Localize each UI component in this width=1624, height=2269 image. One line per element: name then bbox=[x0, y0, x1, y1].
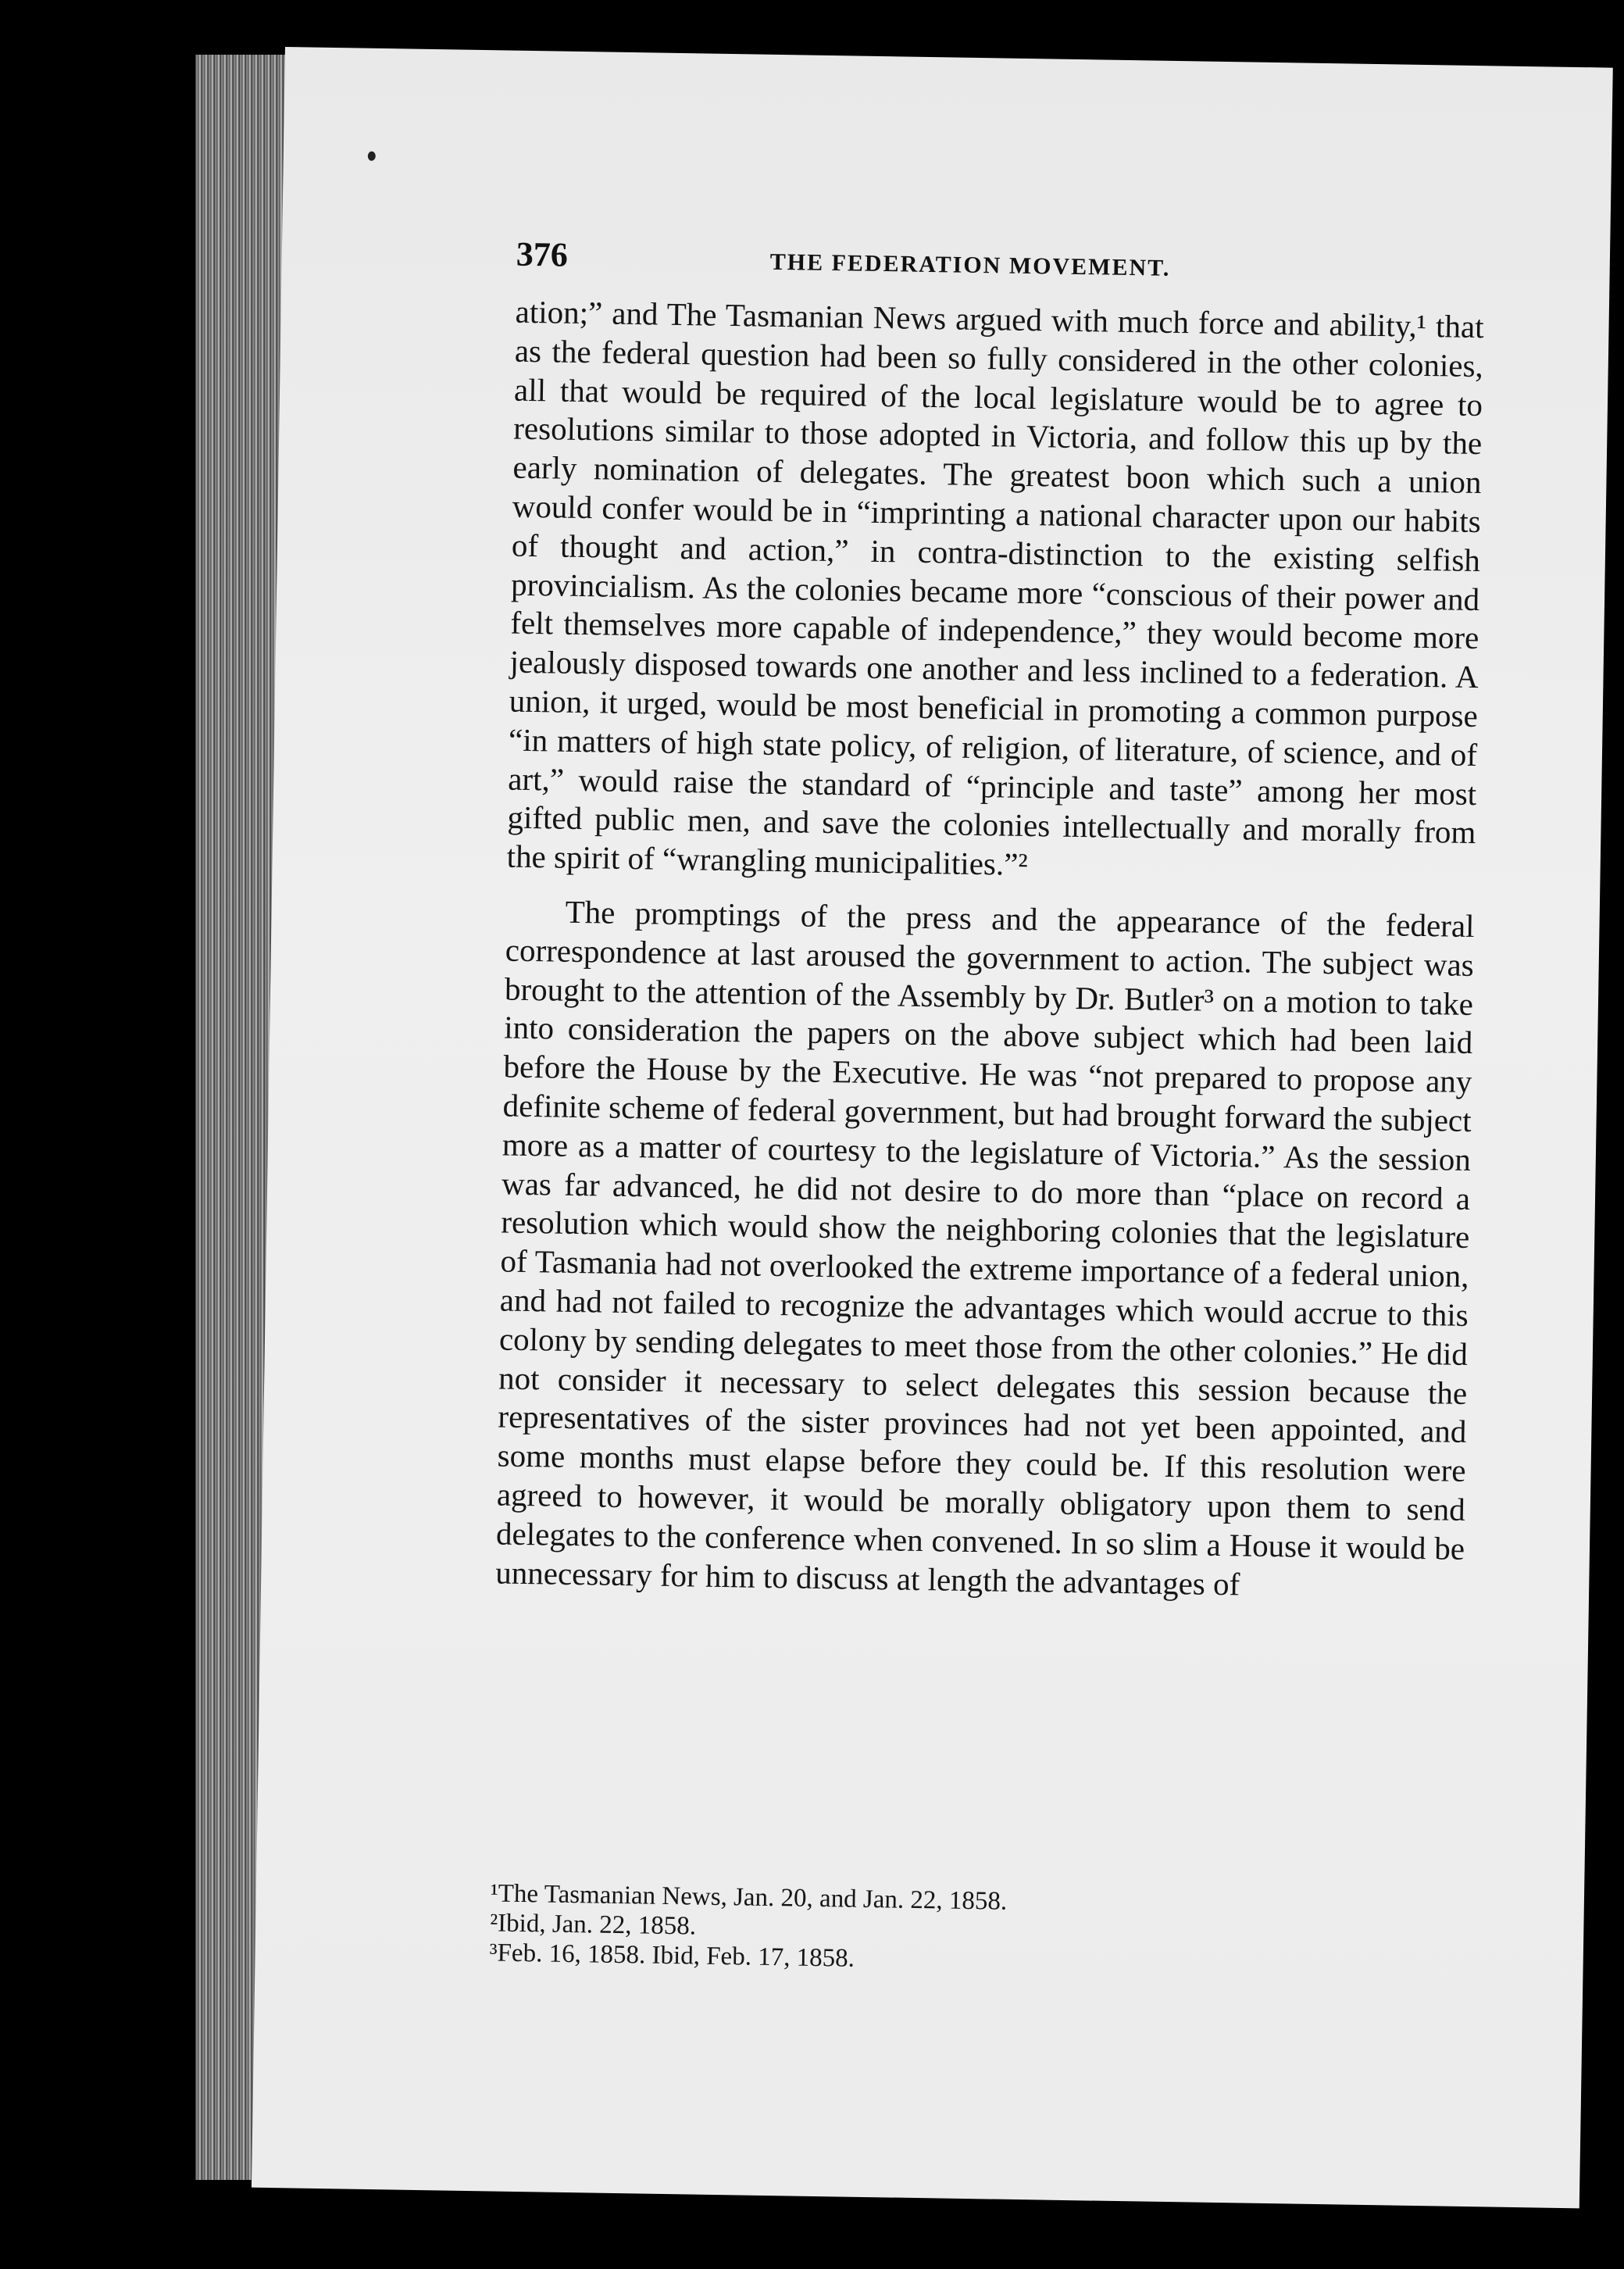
footnote-1: ¹The Tasmanian News, Jan. 20, and Jan. 22, 1858. bbox=[490, 1879, 1008, 1916]
ink-speck bbox=[368, 152, 376, 161]
footnotes bbox=[489, 1878, 1459, 1982]
footnote-3: ³Feb. 16, 1858. Ibid, Feb. 17, 1858. bbox=[489, 1938, 855, 1973]
paragraph-2: The promptings of the press and the appearance of the federal correspondence at last aroused the government to action. The subject was brought to the attention of the Assembly by Dr. Butler³ on a motion to take into consideration the papers on the above subject which had been laid before the House by the Executive. He was “not prepared to propose any definite scheme of federal government, but had brought forward the subject more as a matter of courtesy to the legislature of Victoria.” As the session was far advanced, he did not desire to do more than “place on record a resolution which would show the neighboring colonies that the legislature of Tasmania had not overlooked the extreme importance of a federal union, and had not failed to recognize the advantages which would accrue to this colony by sending delegates to meet those from the other colonies.” He did not consider it necessary to select delegates this session because the representatives of the sister provinces had not yet been appointed, and some months must elapse before they could be. If this resolution were agreed to however, it would be morally obligatory upon them to send delegates to the conference when convened. In so slim a House it would be unnecessary for him to discuss at length the advantages of bbox=[495, 893, 1475, 1602]
body-text bbox=[495, 293, 1484, 1608]
book-page bbox=[252, 47, 1613, 2208]
paragraph-1: ation;” and The Tasmanian News argued with much force and ability,¹ that as the federal question had been so fully considered in the other colonies, all that would be required of the local legislature would be to agree to resolutions similar to those adopted in Victoria, and follow this up by the early nomination of delegates. The greatest boon which such a union would confer would be in “imprinting a national character upon our habits of thought and action,” in contra-distinction to the existing selfish provincialism. As the colonies became more “conscious of their power and felt themselves more capable of independence,” they would become more jealously disposed towards one another and less inclined to a federation. A union, it urged, would be most beneficial in promoting a common purpose “in matters of high state policy, of religion, of literature, of science, and of art,” would raise the standard of “principle and taste” among her most gifted public men, and save the colonies intellectually and morally from the spirit of “wrangling municipalities.”² bbox=[506, 293, 1484, 883]
running-title: THE FEDERATION MOVEMENT. bbox=[769, 248, 1171, 281]
page-number: 376 bbox=[516, 234, 569, 274]
footnote-2: ²Ibid, Jan. 22, 1858. bbox=[490, 1909, 697, 1941]
